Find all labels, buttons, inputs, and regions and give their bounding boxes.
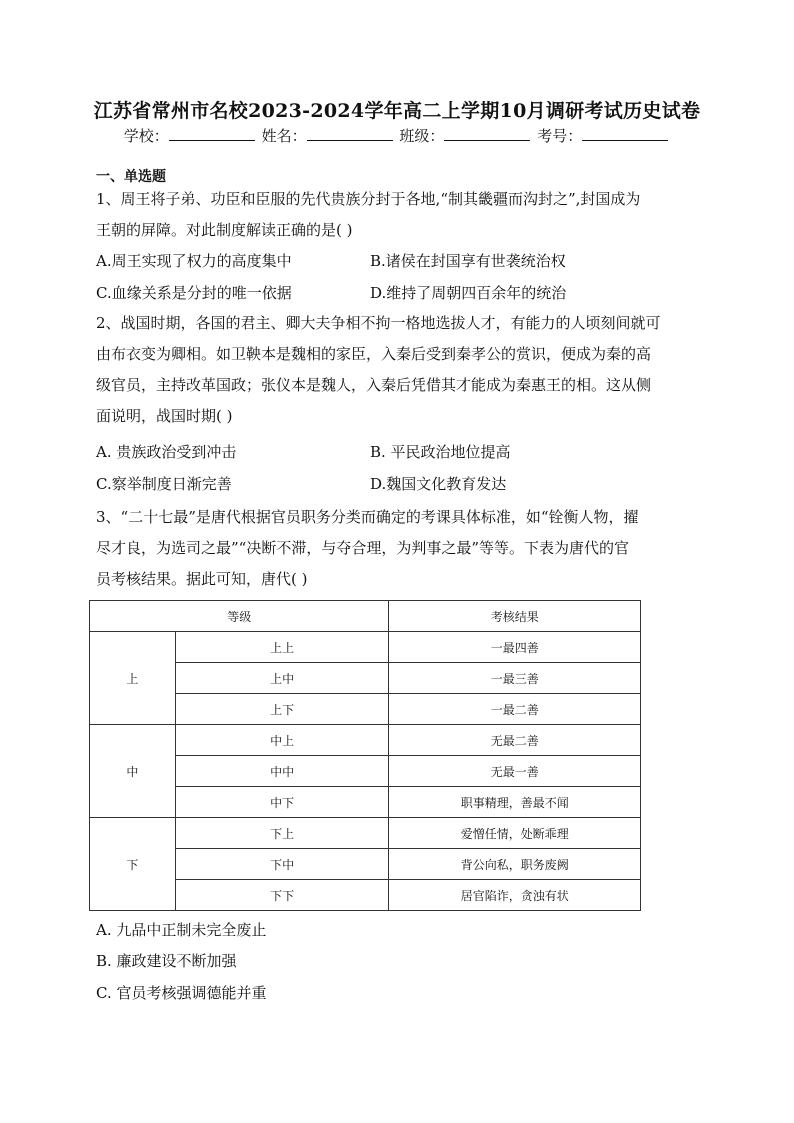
- grade-group-cell: 上: [90, 632, 176, 725]
- question-2-line-4: 面说明，战国时期( ): [96, 407, 233, 425]
- school-blank[interactable]: [169, 126, 255, 141]
- question-1-option-a[interactable]: A.周王实现了权力的高度集中: [96, 252, 292, 270]
- sub-grade-cell: 上下: [175, 694, 389, 725]
- question-2-option-b[interactable]: B. 平民政治地位提高: [370, 443, 511, 461]
- question-1-line-1: 1、周王将子弟、功臣和臣服的先代贵族分封于各地,“制其畿疆而沟封之”,封国成为: [96, 190, 641, 208]
- result-cell: 无最二善: [389, 725, 641, 756]
- question-3-line-2: 尽才良，为选司之最”“决断不滞，与夺合理，为判事之最”等等。下表为唐代的官: [96, 539, 630, 557]
- exam-title: 江苏省常州市名校2023-2024学年高二上学期10月调研考试历史试卷: [93, 100, 701, 122]
- sub-grade-cell: 上上: [175, 632, 389, 663]
- name-blank[interactable]: [307, 126, 393, 141]
- question-3-stem: [96, 502, 700, 595]
- grade-group-cell: 中: [90, 725, 176, 818]
- result-cell: 无最一善: [389, 756, 641, 787]
- question-1-option-b[interactable]: B.诸侯在封国享有世袭统治权: [370, 252, 566, 270]
- table-row: [90, 632, 641, 663]
- question-1-line-2: 王朝的屏障。对此制度解读正确的是( ): [96, 221, 353, 239]
- question-1-stem: [96, 184, 700, 246]
- question-3-option-a[interactable]: A. 九品中正制未完全废止: [96, 921, 267, 939]
- result-cell: 居官陷诈，贪浊有状: [389, 880, 641, 911]
- section-title: 一、单选题: [96, 169, 166, 185]
- header-result: 考核结果: [389, 601, 641, 632]
- question-1-option-d[interactable]: D.维持了周朝四百余年的统治: [370, 284, 567, 302]
- class-blank[interactable]: [444, 126, 530, 141]
- sub-grade-cell: 下下: [175, 880, 389, 911]
- question-2-option-c[interactable]: C.察举制度日渐完善: [96, 475, 232, 493]
- evaluation-table: [89, 600, 641, 911]
- number-label: 考号：: [537, 127, 583, 145]
- question-1-option-c[interactable]: C.血缘关系是分封的唯一依据: [96, 284, 292, 302]
- name-label: 姓名：: [261, 127, 307, 145]
- question-2-option-d[interactable]: D.魏国文化教育发达: [370, 475, 507, 493]
- result-cell: 一最三善: [389, 663, 641, 694]
- result-cell: 职事精理，善最不闻: [389, 787, 641, 818]
- number-blank[interactable]: [582, 126, 668, 141]
- school-label: 学校：: [123, 127, 169, 145]
- question-3-option-c[interactable]: C. 官员考核强调德能并重: [96, 984, 267, 1002]
- question-2-stem: [96, 308, 700, 432]
- sub-grade-cell: 中下: [175, 787, 389, 818]
- table-row: [90, 725, 641, 756]
- sub-grade-cell: 中中: [175, 756, 389, 787]
- sub-grade-cell: 下中: [175, 849, 389, 880]
- table-header-row: [90, 601, 641, 632]
- sub-grade-cell: 中上: [175, 725, 389, 756]
- grade-group-cell: 下: [90, 818, 176, 911]
- result-cell: 一最二善: [389, 694, 641, 725]
- result-cell: 一最四善: [389, 632, 641, 663]
- class-label: 班级：: [399, 127, 445, 145]
- sub-grade-cell: 上中: [175, 663, 389, 694]
- student-info-line: [0, 125, 794, 146]
- result-cell: 背公向私，职务废阙: [389, 849, 641, 880]
- question-3-option-b[interactable]: B. 廉政建设不断加强: [96, 952, 237, 970]
- question-3-line-3: 员考核结果。据此可知，唐代( ): [96, 570, 308, 588]
- question-2-line-3: 级官员，主持改革国政；张仪本是魏人，入秦后凭借其才能成为秦惠王的相。这从侧: [96, 376, 652, 394]
- question-2-line-2: 由布衣变为卿相。如卫鞅本是魏相的家臣，入秦后受到秦孝公的赏识，便成为秦的高: [96, 345, 652, 363]
- question-2-line-1: 2、战国时期，各国的君主、卿大夫争相不拘一格地选拔人才，有能力的人顷刻间就可: [96, 314, 661, 332]
- sub-grade-cell: 下上: [175, 818, 389, 849]
- header-grade: 等级: [90, 601, 389, 632]
- table-row: [90, 818, 641, 849]
- question-2-option-a[interactable]: A. 贵族政治受到冲击: [96, 443, 237, 461]
- question-3-line-1: 3、“二十七最”是唐代根据官员职务分类而确定的考课具体标准，如“铨衡人物，擢: [96, 508, 639, 526]
- result-cell: 爱憎任情，处断乖理: [389, 818, 641, 849]
